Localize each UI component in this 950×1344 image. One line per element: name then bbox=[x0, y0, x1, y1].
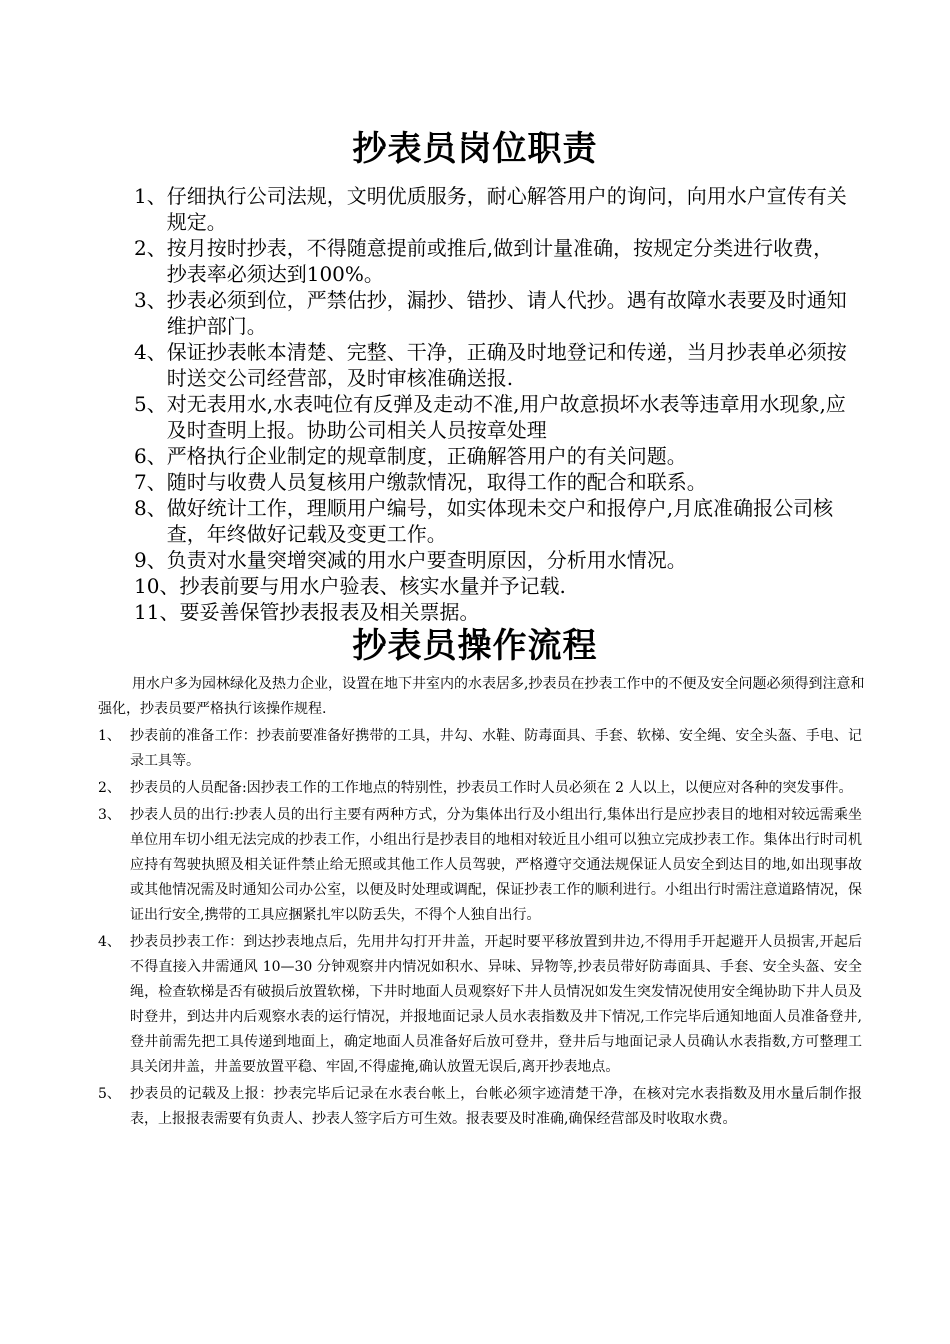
process-step bbox=[100, 803, 862, 928]
duty-text: 要妥善保管抄表报表及相关票据。 bbox=[179, 600, 480, 624]
step-text: 抄表员的记载及上报：抄表完毕后记录在水表台帐上，台帐必须字迹清楚干净，在核对完水表指数及用水量后制作报表，上报报表需要有负责人、抄表人签字后方可生效。报表要及时准确,确保经营部及时收取水费。 bbox=[130, 1086, 862, 1127]
duty-item bbox=[134, 391, 850, 443]
step-text: 抄表员抄表工作：到达抄表地点后，先用井勾打开井盖，开起时要平移放置到井边,不得用手开起避开人员损害,开起后不得直接入井需通风 10—30 分钟观察井内情况如积水、异味、异物等,抄表员带好防毒面具、手套、安全头盔、安全绳，检查软梯是否有破损后放置软梯，下井时地面人员观察好下井人员情况如发生突发情况使用安全绳协助下井人员及时登井，到达井内后观察水表的运行情况，并报地面记录人员水表指数及井下情况,工作完毕后通知地面人员准备登井,登井前需先把工具传递到地面上，确定地面人员准备好后放可登井，登井后与地面记录人员确认水表指数,方可整理工具关闭井盖，井盖要放置平稳、牢固,不得虚掩,确认放置无误后,离开抄表地点。 bbox=[130, 934, 862, 1075]
duty-number: 2、 bbox=[134, 236, 167, 260]
process-body bbox=[98, 672, 865, 1132]
duty-text: 按月按时抄表，不得随意提前或推后,做到计量准确，按规定分类进行收费，抄表率必须达到100%。 bbox=[166, 236, 834, 286]
process-step bbox=[100, 1082, 862, 1132]
duty-text: 对无表用水,水表吨位有反弹及走动不准,用户故意损坏水表等违章用水现象,应及时查明上报。协助公司相关人员按章处理 bbox=[166, 392, 846, 442]
duty-item bbox=[134, 183, 850, 235]
step-number: 4、 bbox=[98, 934, 121, 950]
duty-number: 6、 bbox=[134, 444, 167, 468]
step-text: 抄表员的人员配备:因抄表工作的工作地点的特别性，抄表员工作时人员必须在 2 人以上，以便应对各种的突发事件。 bbox=[130, 780, 853, 796]
duty-item bbox=[134, 573, 850, 599]
step-number: 1、 bbox=[98, 728, 121, 744]
duty-number: 10、 bbox=[134, 574, 180, 598]
process-title: 抄表员操作流程 bbox=[352, 626, 598, 666]
step-number: 5、 bbox=[98, 1086, 121, 1102]
duty-item bbox=[134, 287, 850, 339]
duty-item bbox=[134, 547, 850, 573]
process-step bbox=[100, 930, 862, 1080]
process-step bbox=[100, 724, 862, 774]
step-text: 抄表前的准备工作：抄表前要准备好携带的工具，井勾、水鞋、防毒面具、手套、软梯、安全绳、安全头盔、手电、记录工具等。 bbox=[130, 728, 862, 769]
duty-text: 保证抄表帐本清楚、完整、干净，正确及时地登记和传递，当月抄表单必须按时送交公司经营部，及时审核准确送报. bbox=[166, 340, 847, 390]
duty-item bbox=[134, 443, 850, 469]
duty-item bbox=[134, 495, 850, 547]
duty-number: 11、 bbox=[134, 600, 180, 624]
duty-text: 严格执行企业制定的规章制度，正确解答用户的有关问题。 bbox=[166, 444, 687, 468]
duty-number: 5、 bbox=[134, 392, 167, 416]
step-text: 抄表人员的出行:抄表人员的出行主要有两种方式，分为集体出行及小组出行,集体出行是应抄表目的地相对较远需乘坐单位用车切小组无法完成的抄表工作，小组出行是抄表目的地相对较近且小组可以独立完成抄表工作。集体出行时司机应持有驾驶执照及相关证件禁止给无照或其他工作人员驾驶，严格遵守交通法规保证人员安全到达目的地,如出现事故或其他情况需及时通知公司办公室，以便及时处理或调配，保证抄表工作的顺利进行。小组出行时需注意道路情况，保证出行安全,携带的工具应捆紧扎牢以防丢失，不得个人独自出行。 bbox=[130, 807, 862, 923]
duty-text: 抄表前要与用水户验表、核实水量并予记载. bbox=[179, 574, 566, 598]
duty-number: 8、 bbox=[134, 496, 167, 520]
step-number: 2、 bbox=[98, 780, 121, 796]
duty-text: 仔细执行公司法规，文明优质服务，耐心解答用户的询问，向用水户宣传有关规定。 bbox=[166, 184, 847, 234]
duty-text: 抄表必须到位，严禁估抄，漏抄、错抄、请人代抄。遇有故障水表要及时通知维护部门。 bbox=[166, 288, 847, 338]
duty-item bbox=[134, 599, 850, 625]
duty-number: 1、 bbox=[134, 184, 167, 208]
duties-title: 抄表员岗位职责 bbox=[352, 129, 598, 169]
duty-text: 做好统计工作，理顺用户编号，如实体现未交户和报停户,月底准确报公司核查，年终做好记载及变更工作。 bbox=[166, 496, 834, 546]
duties-list bbox=[134, 183, 850, 625]
duty-number: 7、 bbox=[134, 470, 167, 494]
duty-text: 随时与收费人员复核用户缴款情况，取得工作的配合和联系。 bbox=[166, 470, 707, 494]
duty-number: 4、 bbox=[134, 340, 167, 364]
duty-item bbox=[134, 235, 850, 287]
process-intro: 用水户多为园林绿化及热力企业，设置在地下井室内的水表居多,抄表员在抄表工作中的不便及安全问题必须得到注意和强化，抄表员要严格执行该操作规程. bbox=[98, 676, 865, 717]
step-number: 3、 bbox=[98, 807, 121, 823]
process-step bbox=[100, 776, 862, 801]
duty-item bbox=[134, 469, 850, 495]
duty-number: 9、 bbox=[134, 548, 167, 572]
duty-item bbox=[134, 339, 850, 391]
duty-text: 负责对水量突增突减的用水户要查明原因，分析用水情况。 bbox=[166, 548, 687, 572]
duty-number: 3、 bbox=[134, 288, 167, 312]
